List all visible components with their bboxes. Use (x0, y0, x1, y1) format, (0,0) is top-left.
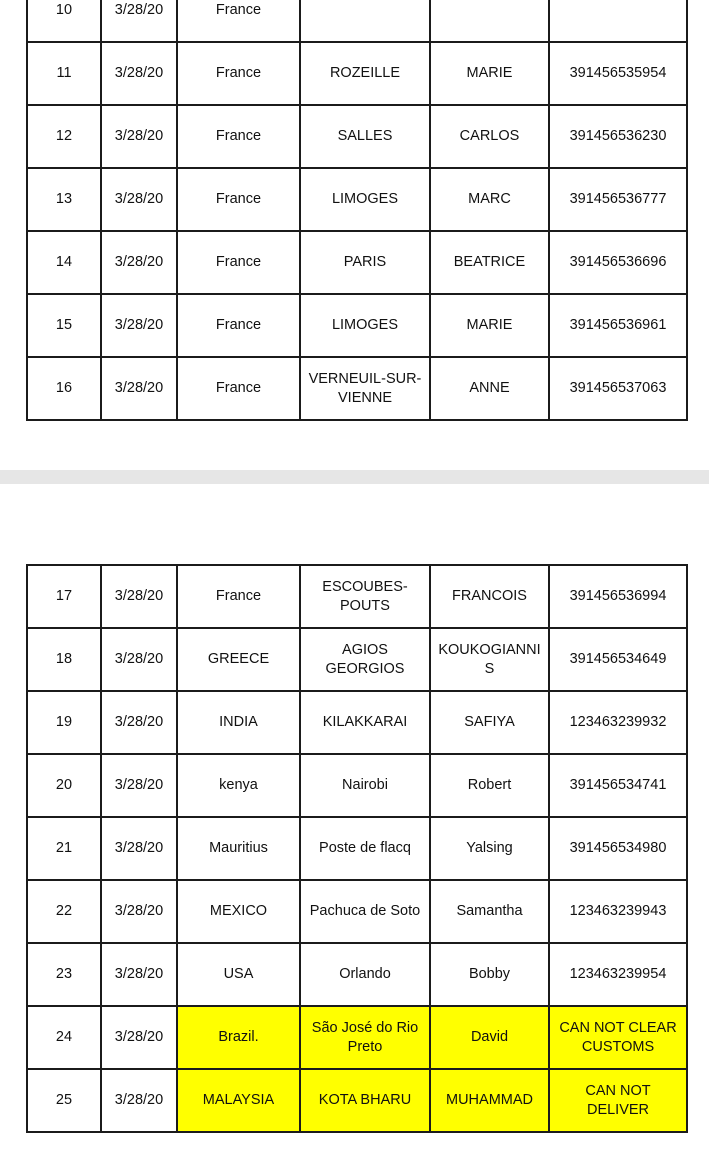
phone-cell: 391456536961 (549, 294, 687, 357)
date-cell: 3/28/20 (101, 357, 177, 420)
country-cell: kenya (177, 754, 300, 817)
phone-cell (549, 0, 687, 42)
phone-cell: 391456536230 (549, 105, 687, 168)
status-cell: CAN NOT CLEAR CUSTOMS (549, 1006, 687, 1069)
date-cell: 3/28/20 (101, 42, 177, 105)
country-cell: France (177, 168, 300, 231)
table-row (27, 357, 687, 420)
city-cell: LIMOGES (300, 294, 430, 357)
row-number: 23 (27, 943, 101, 1006)
country-cell: France (177, 565, 300, 628)
date-cell: 3/28/20 (101, 880, 177, 943)
country-cell: France (177, 42, 300, 105)
table-row (27, 0, 687, 42)
country-cell: Brazil. (177, 1006, 300, 1069)
name-cell: MUHAMMAD (430, 1069, 549, 1132)
date-cell: 3/28/20 (101, 294, 177, 357)
phone-cell: 123463239943 (549, 880, 687, 943)
name-cell: MARIE (430, 42, 549, 105)
city-cell: São José do Rio Preto (300, 1006, 430, 1069)
country-cell: France (177, 105, 300, 168)
table-row (27, 565, 687, 628)
row-number: 17 (27, 565, 101, 628)
date-cell: 3/28/20 (101, 1069, 177, 1132)
name-cell: SAFIYA (430, 691, 549, 754)
table-row (27, 1006, 687, 1069)
phone-cell: 391456536994 (549, 565, 687, 628)
country-cell: USA (177, 943, 300, 1006)
table-row (27, 294, 687, 357)
row-number: 13 (27, 168, 101, 231)
row-number: 24 (27, 1006, 101, 1069)
name-cell: ANNE (430, 357, 549, 420)
country-cell: MEXICO (177, 880, 300, 943)
country-cell: France (177, 357, 300, 420)
phone-cell: 391456536777 (549, 168, 687, 231)
status-cell: CAN NOT DELIVER (549, 1069, 687, 1132)
table-row (27, 817, 687, 880)
shipment-table-2 (26, 564, 688, 1133)
table-row (27, 880, 687, 943)
table-row (27, 754, 687, 817)
city-cell: SALLES (300, 105, 430, 168)
city-cell: ROZEILLE (300, 42, 430, 105)
row-number: 15 (27, 294, 101, 357)
row-number: 11 (27, 42, 101, 105)
city-cell: KILAKKARAI (300, 691, 430, 754)
phone-cell: 123463239954 (549, 943, 687, 1006)
date-cell: 3/28/20 (101, 817, 177, 880)
date-cell: 3/28/20 (101, 1006, 177, 1069)
name-cell: David (430, 1006, 549, 1069)
name-cell: KOUKOGIANNIS (430, 628, 549, 691)
phone-cell: 391456534741 (549, 754, 687, 817)
city-cell: AGIOS GEORGIOS (300, 628, 430, 691)
table-row (27, 1069, 687, 1132)
table-row (27, 231, 687, 294)
row-number: 18 (27, 628, 101, 691)
name-cell: CARLOS (430, 105, 549, 168)
city-cell: Orlando (300, 943, 430, 1006)
country-cell: MALAYSIA (177, 1069, 300, 1132)
name-cell: Yalsing (430, 817, 549, 880)
page-1 (0, 0, 709, 470)
phone-cell: 391456537063 (549, 357, 687, 420)
name-cell: FRANCOIS (430, 565, 549, 628)
name-cell: Bobby (430, 943, 549, 1006)
city-cell: LIMOGES (300, 168, 430, 231)
phone-cell: 123463239932 (549, 691, 687, 754)
name-cell (430, 0, 549, 42)
date-cell: 3/28/20 (101, 168, 177, 231)
row-number: 12 (27, 105, 101, 168)
date-cell: 3/28/20 (101, 691, 177, 754)
date-cell: 3/28/20 (101, 0, 177, 42)
city-cell (300, 0, 430, 42)
row-number: 25 (27, 1069, 101, 1132)
name-cell: BEATRICE (430, 231, 549, 294)
row-number: 19 (27, 691, 101, 754)
date-cell: 3/28/20 (101, 943, 177, 1006)
row-number: 21 (27, 817, 101, 880)
country-cell: INDIA (177, 691, 300, 754)
city-cell: KOTA BHARU (300, 1069, 430, 1132)
row-number: 22 (27, 880, 101, 943)
page-2 (0, 484, 709, 1153)
phone-cell: 391456536696 (549, 231, 687, 294)
city-cell: Poste de flacq (300, 817, 430, 880)
country-cell: GREECE (177, 628, 300, 691)
country-cell: France (177, 294, 300, 357)
country-cell: Mauritius (177, 817, 300, 880)
row-number: 20 (27, 754, 101, 817)
name-cell: MARIE (430, 294, 549, 357)
name-cell: MARC (430, 168, 549, 231)
row-number: 10 (27, 0, 101, 42)
city-cell: Pachuca de Soto (300, 880, 430, 943)
date-cell: 3/28/20 (101, 565, 177, 628)
table-row (27, 42, 687, 105)
name-cell: Robert (430, 754, 549, 817)
page-separator (0, 470, 709, 484)
row-number: 14 (27, 231, 101, 294)
table-row (27, 628, 687, 691)
table-row (27, 105, 687, 168)
phone-cell: 391456534980 (549, 817, 687, 880)
country-cell: France (177, 231, 300, 294)
name-cell: Samantha (430, 880, 549, 943)
city-cell: ESCOUBES-POUTS (300, 565, 430, 628)
phone-cell: 391456535954 (549, 42, 687, 105)
city-cell: Nairobi (300, 754, 430, 817)
date-cell: 3/28/20 (101, 231, 177, 294)
table-row (27, 691, 687, 754)
shipment-table-1 (26, 0, 688, 421)
date-cell: 3/28/20 (101, 105, 177, 168)
date-cell: 3/28/20 (101, 628, 177, 691)
phone-cell: 391456534649 (549, 628, 687, 691)
table-row (27, 168, 687, 231)
country-cell: France (177, 0, 300, 42)
city-cell: VERNEUIL-SUR-VIENNE (300, 357, 430, 420)
table-row (27, 943, 687, 1006)
city-cell: PARIS (300, 231, 430, 294)
date-cell: 3/28/20 (101, 754, 177, 817)
row-number: 16 (27, 357, 101, 420)
